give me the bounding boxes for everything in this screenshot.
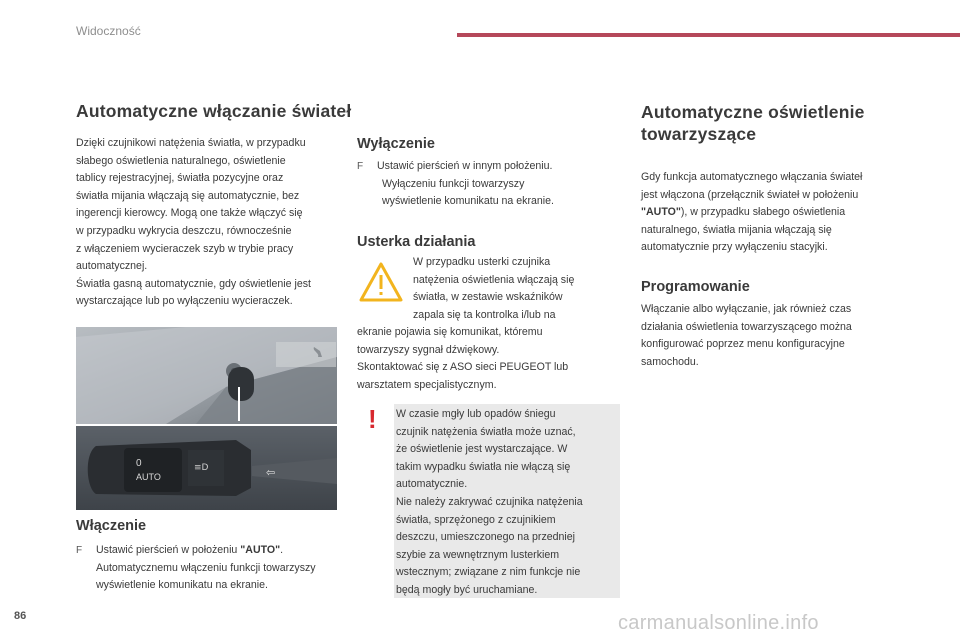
text-line: Wyłączeniu funkcji towarzyszy [382, 177, 525, 190]
svg-text:⇦: ⇦ [266, 466, 276, 479]
text-line: światła, sprzężonego z czujnikiem [396, 513, 556, 526]
text-line: naturalnego, światła mijania włączają się [641, 223, 832, 236]
text-line: światła mijania włączają się automatycznie, bez [76, 189, 300, 202]
text-line: ekranie pojawia się komunikat, któremu [357, 326, 543, 338]
stalk-closeup [76, 426, 337, 510]
header-accent-bar [457, 33, 960, 37]
text-line: Gdy funkcja automatycznego włączania świateł [641, 171, 863, 183]
text-line: będą mogły być uruchamiane. [396, 583, 538, 596]
right-title [641, 101, 865, 145]
text-line: ), w przypadku słabego oświetlenia [680, 206, 846, 219]
wlaczenie-instructions [76, 542, 346, 595]
text-line: deszczu, umieszczonego na przedniej [396, 531, 576, 544]
usterka-text [357, 324, 623, 394]
text-line: natężenia oświetlenia włączają się [413, 273, 575, 286]
stalk-label: 0 [136, 458, 142, 469]
auto-label: "AUTO" [641, 206, 681, 219]
text-line: światła, w zestawie wskaźników [413, 291, 563, 304]
text-line: że oświetlenie jest wystarczające. W [396, 443, 568, 456]
text-line: Skontaktować się z ASO sieci PEUGEOT lub [357, 361, 569, 374]
text-line: takim wypadku światła nie włączą się [396, 460, 571, 473]
text-line: towarzyszy sygnał dźwiękowy. [357, 343, 500, 356]
bullet-item [357, 158, 619, 176]
text-line: wyświetlenie komunikatu na ekranie. [96, 579, 268, 592]
text-line: Nie należy zakrywać czujnika natężenia [396, 495, 583, 508]
text-line: czujnik natężenia światła może uznać, [396, 425, 576, 438]
text-line: samochodu. [641, 355, 699, 368]
usterka-text-indented [413, 254, 623, 324]
text-line: Dzięki czujnikowi natężenia światła, w przypadku [76, 137, 306, 149]
auto-label: "AUTO" [240, 544, 281, 556]
light-sensor [228, 367, 254, 401]
wylaczenie-heading: Wyłączenie [357, 136, 435, 152]
caution-note-text [396, 406, 620, 600]
text-line: Światła gasną automatycznie, gdy oświetlenie jest [76, 277, 311, 290]
stalk-drawing [76, 426, 337, 510]
text-line: W czasie mgły lub opadów śniegu [396, 408, 556, 420]
text-line: wyświetlenie komunikatu na ekranie. [382, 195, 554, 208]
usterka-heading: Usterka działania [357, 234, 476, 250]
title-line: Automatyczne oświetlenie [641, 102, 865, 122]
text-line: Ustawić pierścień w położeniu [96, 544, 241, 556]
page-number: 86 [14, 610, 27, 622]
text-line: Włączanie albo wyłączanie, jak również czas [641, 303, 852, 315]
text-line: jest włączona (przełącznik świateł w położeniu [641, 188, 859, 201]
lighting-stalk-photo [76, 327, 337, 510]
intro-paragraph [76, 135, 342, 311]
text-line: automatycznie przy wyłączeniu stacyjki. [641, 241, 828, 254]
callout-arrow [238, 387, 240, 421]
cabin-view [76, 327, 337, 424]
text-line: automatycznie. [396, 478, 468, 491]
text-line: ingerencji kierowcy. Mogą one także włączyć się [76, 207, 303, 220]
section-header: Widoczność [76, 24, 141, 38]
bullet-item [76, 542, 346, 560]
wlaczenie-heading: Włączenie [76, 518, 147, 534]
text-line: W przypadku usterki czujnika [413, 256, 551, 268]
wylaczenie-instructions [357, 158, 619, 211]
text-line: wstecznym; związane z nim funkcje nie [396, 566, 581, 579]
text-line: tablicy rejestracyjnej, światła pozycyjne oraz [76, 172, 284, 185]
watermark: carmanualsonline.info [618, 612, 819, 634]
title-line: towarzyszące [641, 124, 757, 144]
text-line: konfigurować poprzez menu konfiguracyjne [641, 338, 845, 351]
programowanie-paragraph [641, 301, 911, 371]
bullet-icon: F [357, 161, 364, 172]
companion-lighting-paragraph [641, 169, 911, 257]
cabin-drawing [76, 327, 337, 424]
text-line: zapala się ta kontrolka i/lub na [413, 308, 556, 321]
text-line: w przypadku wykrycia deszczu, równocześnie [76, 224, 292, 237]
text-line: Ustawić pierścień w innym położeniu. [377, 160, 553, 172]
main-title: Automatyczne włączanie świateł [76, 101, 352, 121]
warning-triangle-icon [359, 262, 403, 302]
text-line: automatycznej. [76, 260, 148, 273]
text-line: wystarczające lub po wyłączeniu wycieraczek. [76, 295, 293, 308]
text-line: słabego oświetlenia naturalnego, oświetlenie [76, 154, 286, 167]
text-line: warsztatem specjalistycznym. [357, 378, 497, 391]
text-line: Automatycznemu włączeniu funkcji towarzyszy [96, 561, 316, 574]
svg-text:≡D: ≡D [194, 463, 209, 473]
text-line: szybie za wewnętrznym lusterkiem [396, 548, 560, 561]
text-line: działania oświetlenia towarzyszącego można [641, 320, 852, 333]
punctuation: . [280, 544, 284, 556]
text-line: z włączeniem wycieraczek szyb w trybie pracy [76, 242, 294, 255]
stalk-label: AUTO [136, 472, 161, 482]
bullet-icon: F [76, 545, 83, 556]
exclamation-icon: ! [368, 404, 377, 434]
programowanie-heading: Programowanie [641, 279, 750, 295]
